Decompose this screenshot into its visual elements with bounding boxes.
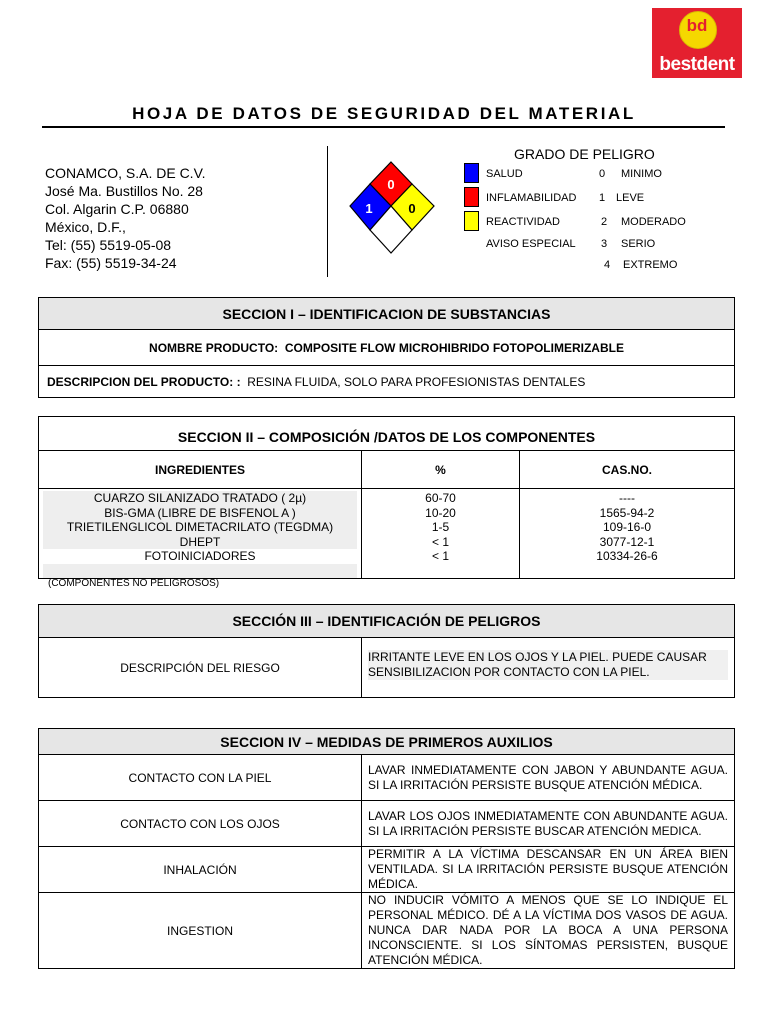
company-line: Col. Algarin C.P. 06880 <box>45 201 189 217</box>
first-aid-eyes-text: LAVAR LOS OJOS INMEDIATAMENTE CON ABUNDANTE AGUA. SI LA IRRITACIÓN PERSISTE BUSCAR ATENCIÓN MEDICA. <box>362 801 735 847</box>
title-underline <box>42 126 725 128</box>
ingredients-cell <box>39 489 362 579</box>
cas-cell <box>520 489 735 579</box>
section-3-header: SECCIÓN III – IDENTIFICACIÓN DE PELIGROS <box>39 605 735 638</box>
company-line: Tel: (55) 5519-05-08 <box>45 237 172 253</box>
section-4-table <box>38 728 735 969</box>
section-2-header: SECCION II – COMPOSICIÓN /DATOS DE LOS COMPONENTES <box>39 417 735 451</box>
first-aid-inhalation-text: PERMITIR A LA VÍCTIMA DESCANSAR EN UN ÁREA BIEN VENTILADA. SI LA IRRITACIÓN PERSISTE BUSQUE ATENCIÓN MÉDICA. <box>362 847 735 893</box>
ingredient-percent: < 1 <box>431 534 449 549</box>
first-aid-label-inhalation: INHALACIÓN <box>39 847 362 893</box>
product-description-row <box>39 366 735 398</box>
column-header-cas: CAS.NO. <box>520 451 735 489</box>
hazard-legend-title: GRADO DE PELIGRO <box>514 146 655 162</box>
product-description-label: DESCRIPCION DEL PRODUCTO: : <box>47 374 241 389</box>
section-3-table <box>38 604 735 698</box>
ingredient-cas: 1565-94-2 <box>599 505 655 520</box>
first-aid-skin-text: LAVAR INMEDIATAMENTE CON JABON Y ABUNDANTE AGUA. SI LA IRRITACIÓN PERSISTE BUSQUE ATENCIÓN MÉDICA. <box>362 755 735 801</box>
company-line: CONAMCO, S.A. DE C.V. <box>45 165 206 181</box>
legend-level-label: EXTREMO <box>623 259 678 271</box>
ingredient-blank-row <box>43 564 357 578</box>
logo-wordmark <box>652 55 742 75</box>
section-4-header: SECCION IV – MEDIDAS DE PRIMEROS AUXILIOS <box>39 729 735 755</box>
legend-level-number: 1 <box>599 192 606 204</box>
risk-description-label: DESCRIPCIÓN DEL RIESGO <box>39 638 362 698</box>
legend-level-label: MODERADO <box>621 216 686 228</box>
ingredient-name: BIS-GMA (LIBRE DE BISFENOL A ) <box>43 506 357 521</box>
legend-level-label: SERIO <box>621 238 656 250</box>
health-value: 1 <box>365 201 373 216</box>
legend-category-label: AVISO ESPECIAL <box>486 238 576 250</box>
legend-level-label: MINIMO <box>621 168 662 180</box>
ingredient-name: DHEPT <box>43 535 357 550</box>
product-name-row <box>39 330 735 366</box>
header-divider <box>327 146 328 277</box>
column-header-ingredients: INGREDIENTES <box>39 451 362 489</box>
legend-swatch-yellow <box>464 211 479 231</box>
legend-swatch-blue <box>464 163 479 183</box>
components-note: (COMPONENTES NO PELIGROSOS) <box>48 578 220 589</box>
ingredient-cas: 3077-12-1 <box>599 534 655 549</box>
legend-level-number: 0 <box>599 168 606 180</box>
ingredient-name: TRIETILENGLICOL DIMETACRILATO (TEGDMA) <box>43 520 357 535</box>
brand-logo <box>652 8 742 78</box>
first-aid-label-skin: CONTACTO CON LA PIEL <box>39 755 362 801</box>
ingredient-name: FOTOINICIADORES <box>144 549 256 563</box>
company-address <box>45 164 206 272</box>
ingredient-cas: ---- <box>619 491 635 505</box>
percent-cell <box>362 489 520 579</box>
ingredient-percent: 10-20 <box>425 505 456 520</box>
ingredient-percent: 1-5 <box>431 520 450 534</box>
legend-level-label: LEVE <box>616 192 645 204</box>
legend-category-label: INFLAMABILIDAD <box>486 192 577 204</box>
first-aid-label-ingestion: INGESTION <box>39 893 362 969</box>
ingredient-name: CUARZO SILANIZADO TRATADO ( 2µ) <box>43 491 357 506</box>
legend-level-number: 4 <box>604 259 611 271</box>
reactivity-value: 0 <box>408 201 416 216</box>
ingredient-percent: < 1 <box>431 549 449 563</box>
product-name-label: NOMBRE PRODUCTO: <box>149 340 279 355</box>
product-name-value: COMPOSITE FLOW MICROHIBRIDO FOTOPOLIMERIZABLE <box>284 340 624 355</box>
legend-category-label: SALUD <box>486 168 523 180</box>
ingredient-cas: 10334-26-6 <box>596 549 658 563</box>
ingredient-percent: 60-70 <box>425 491 456 505</box>
nfpa-hazard-diamond <box>348 158 438 254</box>
logo-wordmark-prefix: best <box>659 54 697 75</box>
first-aid-label-eyes: CONTACTO CON LOS OJOS <box>39 801 362 847</box>
legend-swatch-red <box>464 187 479 207</box>
logo-wordmark-suffix: dent <box>696 54 735 75</box>
company-line: José Ma. Bustillos No. 28 <box>45 183 203 199</box>
legend-level-number: 3 <box>601 238 608 250</box>
company-line: Fax: (55) 5519-34-24 <box>45 255 177 271</box>
logo-mark-text: bd <box>686 16 708 35</box>
product-description-value: RESINA FLUIDA, SOLO PARA PROFESIONISTAS DENTALES <box>247 374 586 389</box>
legend-level-number: 2 <box>601 216 608 228</box>
legend-category-label: REACTIVIDAD <box>486 216 560 228</box>
first-aid-ingestion-text: NO INDUCIR VÓMITO A MENOS QUE SE LO INDIQUE EL PERSONAL MÉDICO. DÉ A LA VÍCTIMA DOS VASOS DE AGUA. NUNCA DAR NADA POR LA BOCA A UNA PERSONA INCONSCIENTE. SI LOS SÍNTOMAS PERSISTEN, BUSQUE ATENCIÓN MÉDICA. <box>362 893 735 969</box>
section-1-header: SECCION I – IDENTIFICACION DE SUBSTANCIAS <box>39 298 735 330</box>
risk-description-text: IRRITANTE LEVE EN LOS OJOS Y LA PIEL. PUEDE CAUSAR SENSIBILIZACION POR CONTACTO CON LA PIEL. <box>368 650 728 680</box>
column-header-percent: % <box>362 451 520 489</box>
flammability-value: 0 <box>387 177 395 192</box>
section-1-table <box>38 297 735 398</box>
document-title: HOJA DE DATOS DE SEGURIDAD DEL MATERIAL <box>132 104 636 123</box>
company-line: México, D.F., <box>45 219 126 235</box>
section-2-table <box>38 416 735 579</box>
ingredient-cas: 109-16-0 <box>602 520 652 534</box>
risk-description-value <box>362 638 735 698</box>
